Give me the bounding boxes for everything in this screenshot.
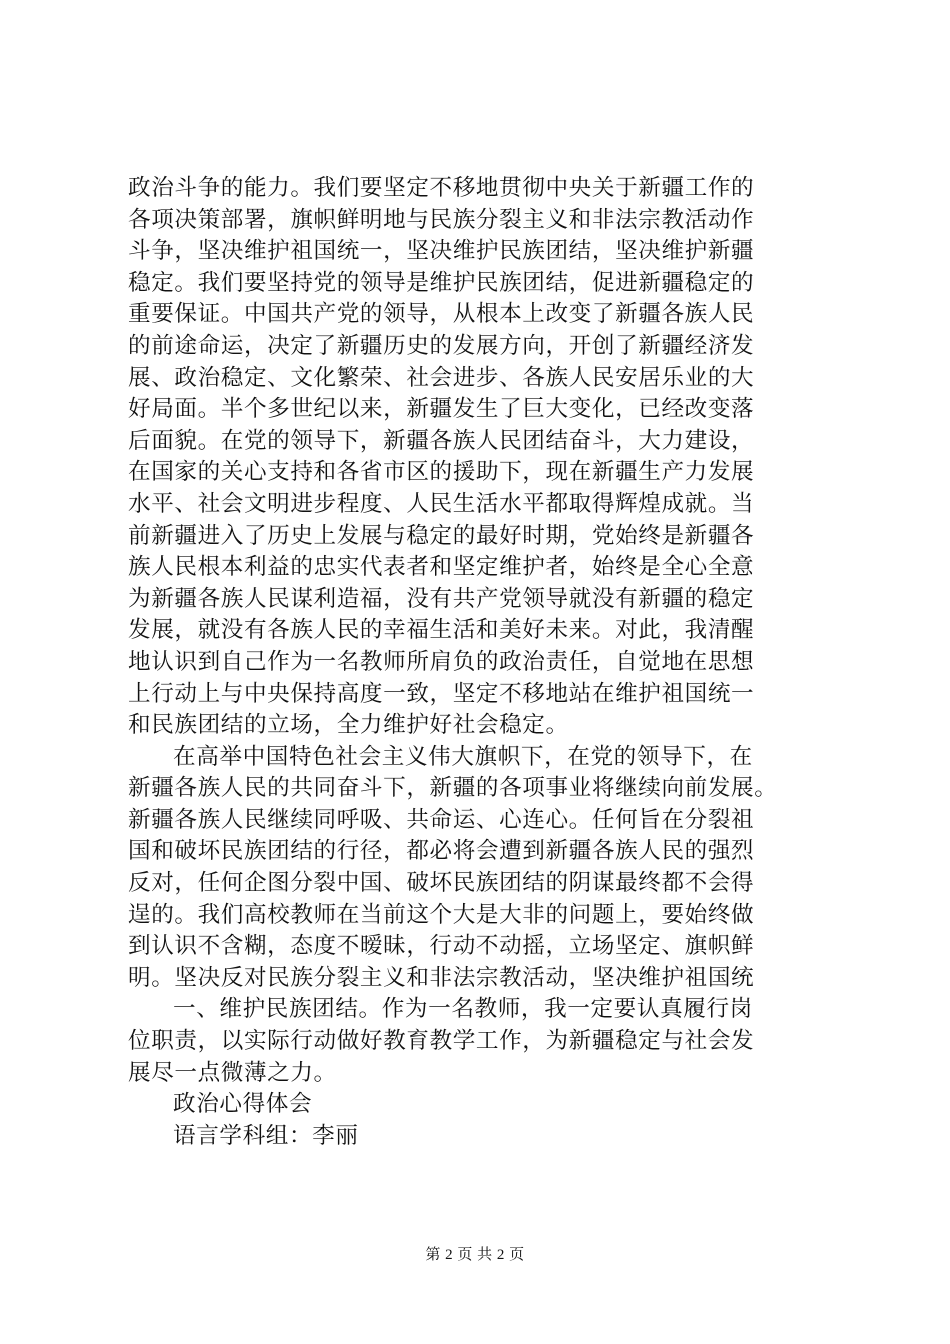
text-line: 地认识到自己作为一名教师所肩负的政治责任，自觉地在思想 bbox=[128, 648, 755, 675]
page-indicator: 第 2 页 共 2 页 bbox=[425, 1247, 525, 1263]
text-line: 新疆各族人民的共同奋斗下，新疆的各项事业将继续向前发展。 bbox=[128, 775, 778, 802]
text-line: 族人民根本利益的忠实代表者和坚定维护者，始终是全心全意 bbox=[128, 554, 755, 581]
author-line: 语言学科组：李丽 bbox=[173, 1122, 359, 1149]
text-line: 为新疆各族人民谋利造福，没有共产党领导就没有新疆的稳定 bbox=[128, 585, 755, 612]
text-line: 位职责，以实际行动做好教育教学工作，为新疆稳定与社会发 bbox=[128, 1028, 755, 1055]
text-line: 展尽一点微薄之力。 bbox=[128, 1059, 337, 1086]
paragraph-1 bbox=[128, 173, 838, 742]
text-line: 重要保证。中国共产党的领导，从根本上改变了新疆各族人民 bbox=[128, 301, 755, 328]
text-line: 一、维护民族团结。作为一名教师，我一定要认真履行岗 bbox=[173, 996, 753, 1023]
text-line: 好局面。半个多世纪以来，新疆发生了巨大变化，已经改变落 bbox=[128, 396, 755, 423]
text-line: 和民族团结的立场，全力维护好社会稳定。 bbox=[128, 712, 569, 739]
text-line: 后面貌。在党的领导下，新疆各族人民团结奋斗，大力建设， bbox=[128, 427, 755, 454]
document-body bbox=[128, 173, 838, 1152]
text-line: 在国家的关心支持和各省市区的援助下，现在新疆生产力发展 bbox=[128, 459, 755, 486]
text-line: 政治斗争的能力。我们要坚定不移地贯彻中央关于新疆工作的 bbox=[128, 175, 755, 201]
paragraph-2 bbox=[128, 742, 838, 995]
text-line: 反对，任何企图分裂中国、破坏民族团结的阴谋最终都不会得 bbox=[128, 870, 755, 897]
paragraph-3 bbox=[128, 994, 838, 1089]
text-line: 到认识不含糊，态度不暧昧，行动不动摇，立场坚定、旗帜鲜 bbox=[128, 933, 755, 960]
text-line: 新疆各族人民继续同呼吸、共命运、心连心。任何旨在分裂祖 bbox=[128, 806, 755, 833]
text-line: 的前途命运，决定了新疆历史的发展方向，开创了新疆经济发 bbox=[128, 332, 755, 359]
text-line: 逞的。我们高校教师在当前这个大是大非的问题上，要始终做 bbox=[128, 901, 755, 928]
text-line: 展、政治稳定、文化繁荣、社会进步、各族人民安居乐业的大 bbox=[128, 364, 755, 391]
text-line: 水平、社会文明进步程度、人民生活水平都取得辉煌成就。当 bbox=[128, 490, 755, 517]
text-line: 各项决策部署，旗帜鲜明地与民族分裂主义和非法宗教活动作 bbox=[128, 206, 755, 233]
text-line: 明。坚决反对民族分裂主义和非法宗教活动，坚决维护祖国统 bbox=[128, 964, 755, 991]
text-line: 国和破坏民族团结的行径，都必将会遭到新疆各族人民的强烈 bbox=[128, 838, 755, 865]
text-line: 上行动上与中央保持高度一致，坚定不移地站在维护祖国统一 bbox=[128, 680, 755, 707]
page-footer bbox=[0, 1245, 950, 1265]
text-line: 稳定。我们要坚持党的领导是维护民族团结，促进新疆稳定的 bbox=[128, 269, 755, 296]
document-title-line: 政治心得体会 bbox=[173, 1091, 313, 1118]
text-line: 发展，就没有各族人民的幸福生活和美好未来。对此，我清醒 bbox=[128, 617, 755, 644]
text-line: 前新疆进入了历史上发展与稳定的最好时期，党始终是新疆各 bbox=[128, 522, 755, 549]
text-line: 斗争，坚决维护祖国统一，坚决维护民族团结，坚决维护新疆 bbox=[128, 238, 755, 265]
text-line: 在高举中国特色社会主义伟大旗帜下，在党的领导下，在 bbox=[173, 743, 753, 770]
